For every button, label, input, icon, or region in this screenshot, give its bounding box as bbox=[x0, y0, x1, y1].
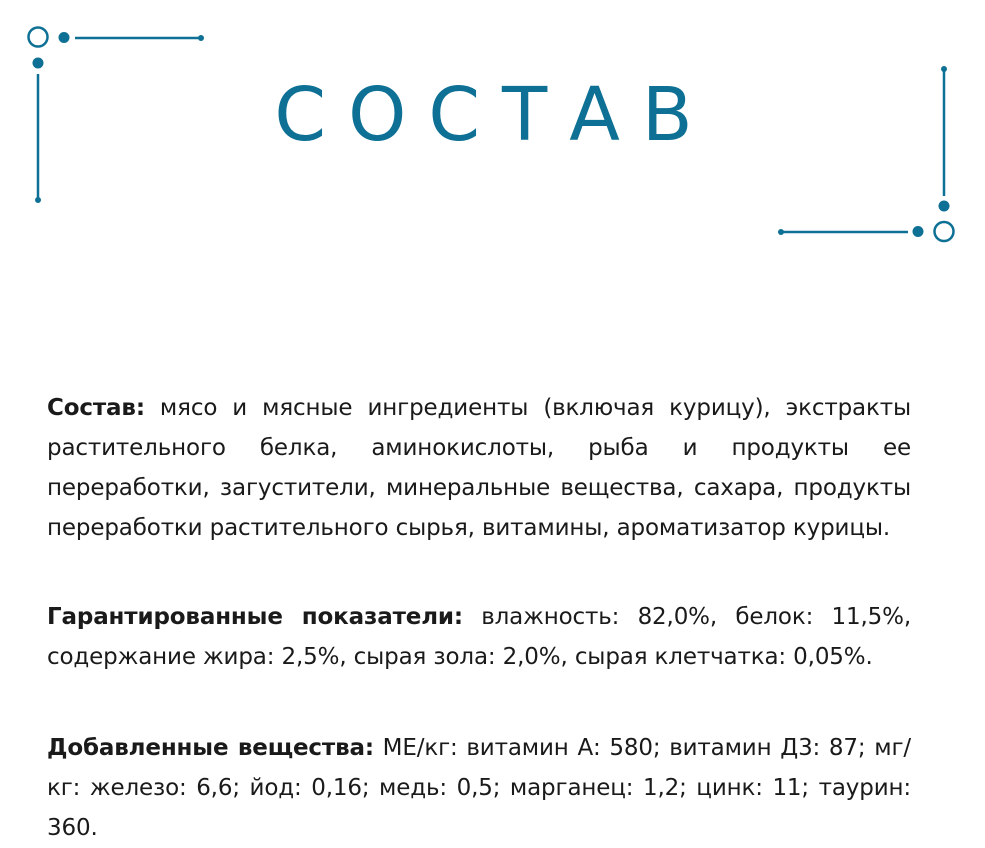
composition-section bbox=[47, 388, 911, 548]
additives-text: МЕ/кг: витамин А: 580; витамин Д3: 87; мг/кг: железо: 6,6; йод: 0,16; медь: 0,5; марганец: 1,2; цинк: 11; таурин: 360. bbox=[47, 735, 911, 841]
composition-label: Состав: bbox=[47, 395, 145, 421]
composition-text: мясо и мясные ингредиенты (включая курицу), экстракты растительного белка, аминокислоты, рыба и продукты ее переработки, загустители, минеральные вещества, сахара, продукты переработки растительного сырья, витамины, ароматизатор курицы. bbox=[47, 395, 911, 541]
guaranteed-values-label: Гарантированные показатели: bbox=[47, 604, 463, 630]
page-title: СОСТАВ bbox=[274, 72, 715, 158]
additives-label: Добавленные вещества: bbox=[47, 735, 374, 761]
guaranteed-values-section bbox=[47, 597, 911, 677]
additives-section bbox=[47, 728, 911, 848]
guaranteed-values-text: влажность: 82,0%, белок: 11,5%, содержание жира: 2,5%, сырая зола: 2,0%, сырая клетчатка: 0,05%. bbox=[47, 604, 911, 670]
